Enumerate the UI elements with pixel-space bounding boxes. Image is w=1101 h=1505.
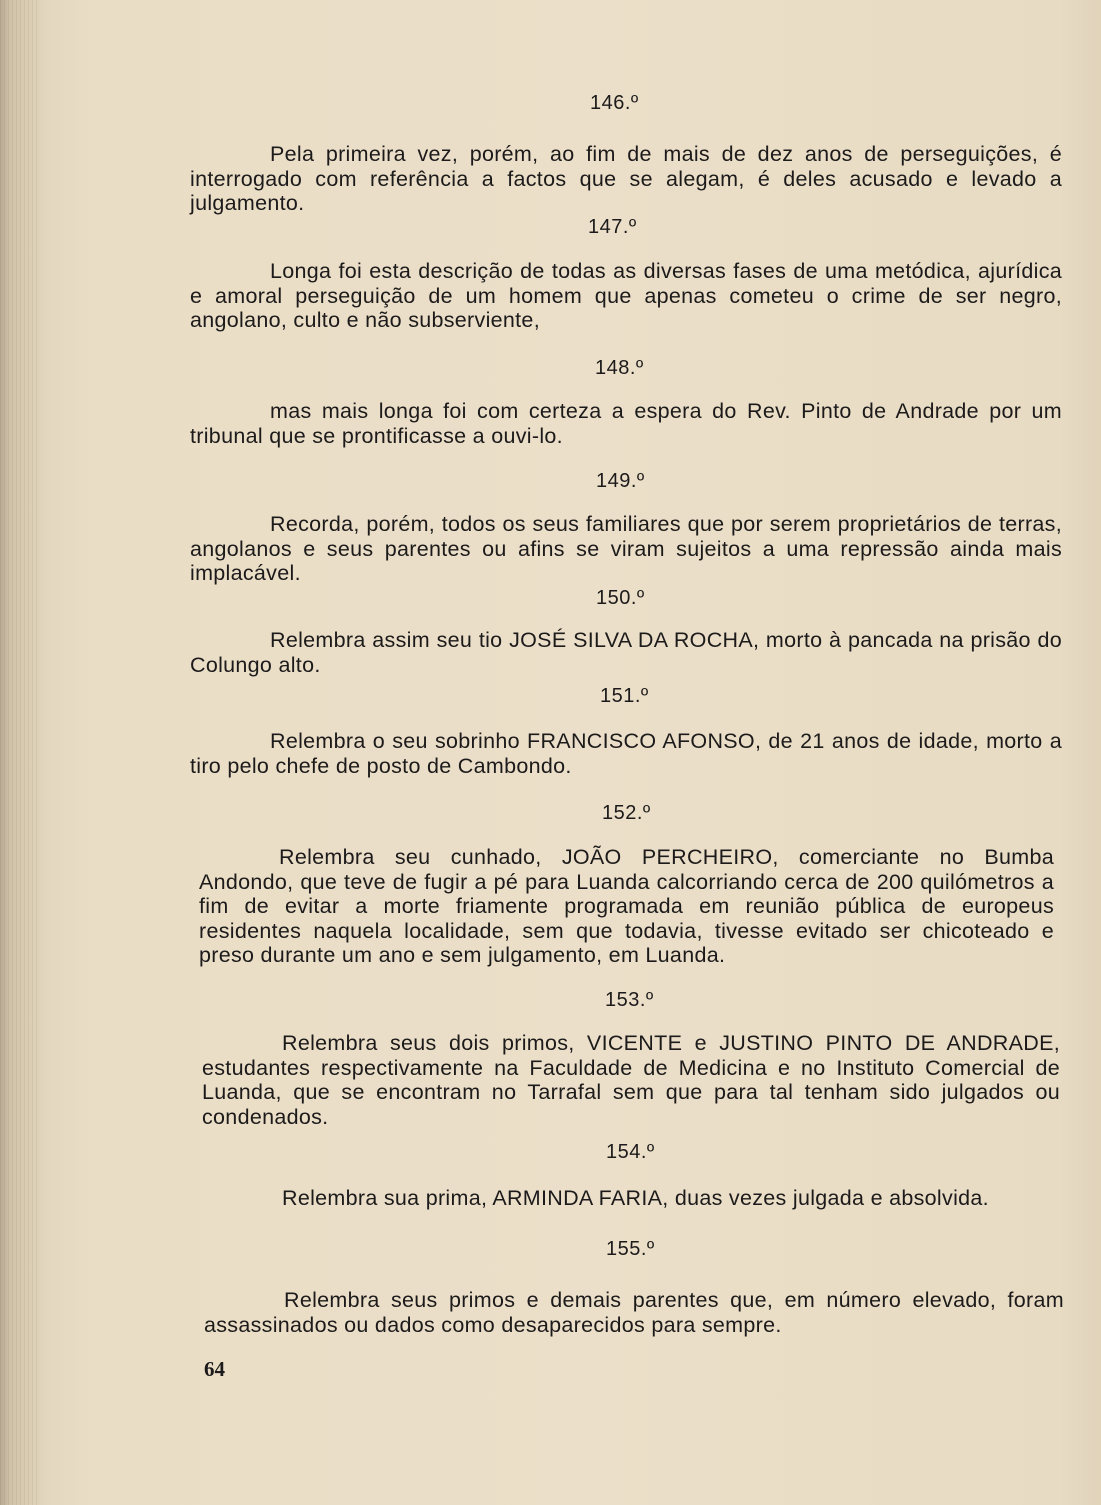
article-text: Recorda, porém, todos os seus familiares que por serem proprietários de terras, angolanos e seus parentes ou afins se viram sujeitos a uma repressão ainda mais implacável.: [190, 512, 1062, 585]
page-spine-shadow: [0, 0, 40, 1505]
article-number: 150.º: [596, 587, 645, 609]
article-text: mas mais longa foi com certeza a espera do Rev. Pinto de Andrade por um tribunal que se prontificasse a ouvi-lo.: [190, 399, 1062, 448]
article-number: 151.º: [600, 685, 649, 707]
article-text: Longa foi esta descrição de todas as diversas fases de uma metódica, ajurídica e amoral perseguição de um homem que apenas cometeu o crime de ser negro, angolano, culto e não subserviente,: [190, 259, 1062, 332]
article-number: 152.º: [602, 802, 651, 824]
article-text: Relembra seus primos e demais parentes que, em número elevado, foram assassinados ou dados como desaparecidos para sempre.: [204, 1288, 1064, 1337]
article-text: Relembra seus dois primos, VICENTE e JUSTINO PINTO DE ANDRADE, estudantes respectivamente na Faculdade de Medicina e no Instituto Comercial de Luanda, que se encontram no Tarrafal sem que para tal tenham sido julgados ou condenados.: [202, 1031, 1060, 1129]
article-number: 154.º: [606, 1141, 655, 1163]
article-number: 147.º: [588, 216, 637, 238]
article-number: 155.º: [606, 1238, 655, 1260]
page-number: 64: [204, 1357, 225, 1381]
article-text: Relembra assim seu tio JOSÉ SILVA DA ROCHA, morto à pancada na prisão do Colungo alto.: [190, 628, 1062, 677]
article-number: 146.º: [590, 92, 639, 114]
article-number: 153.º: [605, 989, 654, 1011]
article-number: 149.º: [596, 470, 645, 492]
article-text: Pela primeira vez, porém, ao fim de mais de dez anos de perseguições, é interrogado com referência a factos que se alegam, é deles acusado e levado a julgamento.: [190, 142, 1062, 215]
article-text: Relembra seu cunhado, JOÃO PERCHEIRO, comerciante no Bumba Andondo, que teve de fugir a pé para Luanda calcorriando cerca de 200 quilómetros a fim de evitar a morte friamente programada em reunião pública de europeus residentes naquela localidade, sem que todavia, tivesse evitado ser chicoteado e preso durante um ano e sem julgamento, em Luanda.: [199, 845, 1054, 967]
article-number: 148.º: [595, 357, 644, 379]
article-text: Relembra sua prima, ARMINDA FARIA, duas vezes julgada e absolvida.: [282, 1186, 989, 1210]
article-text: Relembra o seu sobrinho FRANCISCO AFONSO, de 21 anos de idade, morto a tiro pelo chefe de posto de Cambondo.: [190, 729, 1062, 778]
